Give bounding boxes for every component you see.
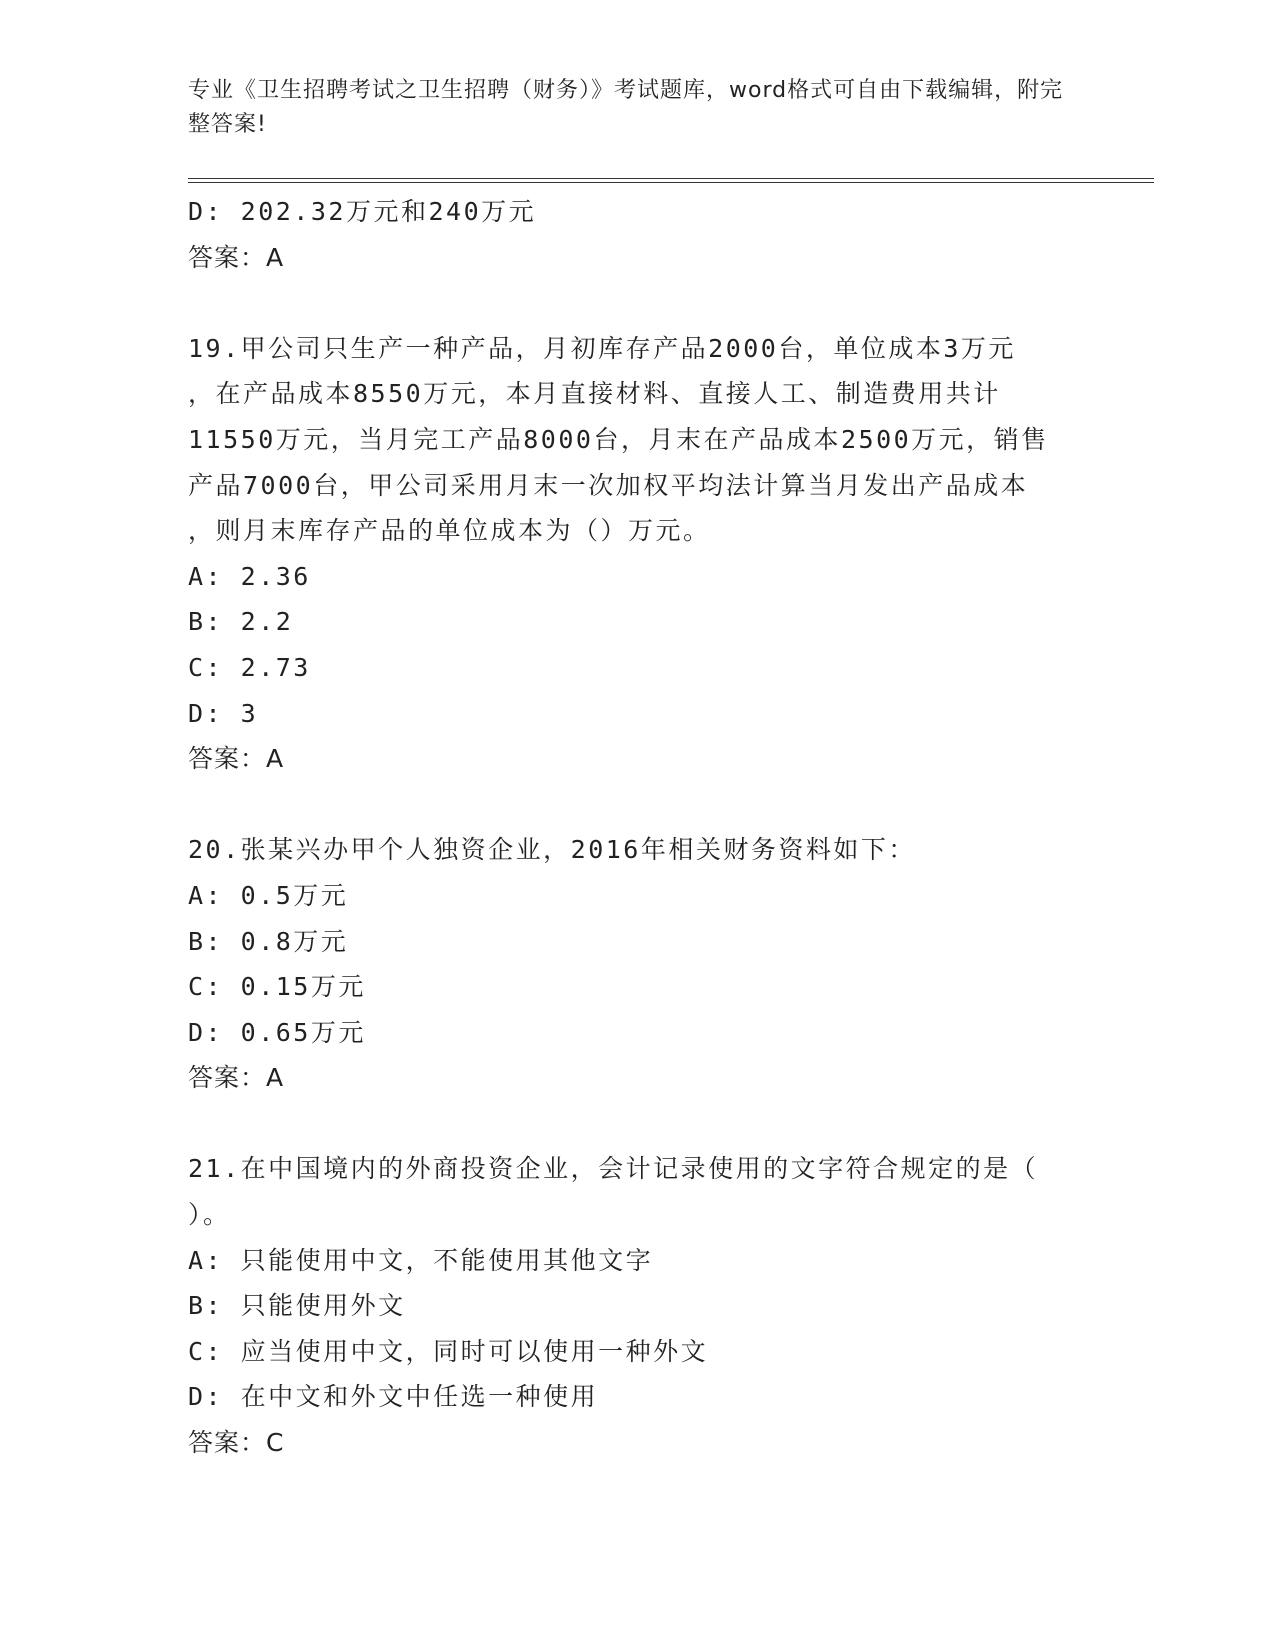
- question-20-answer: 答案：A: [188, 1063, 285, 1093]
- question-19-stem-line: 19.甲公司只生产一种产品，月初库存产品2000台，单位成本3万元: [188, 333, 1016, 363]
- question-21-option-c: C: 应当使用中文，同时可以使用一种外文: [188, 1336, 709, 1366]
- question-21-answer: 答案：C: [188, 1428, 285, 1458]
- question-19-option-d: D: 3: [188, 698, 259, 728]
- prev-question-option-d: D: 202.32万元和240万元: [188, 197, 537, 226]
- question-20-option-c: C: 0.15万元: [188, 972, 366, 1002]
- question-21: [188, 1146, 1088, 1465]
- question-20-option-a: A: 0.5万元: [188, 880, 349, 910]
- question-21-option-b: B: 只能使用外文: [188, 1291, 406, 1321]
- question-19-stem-line: ，则月末库存产品的单位成本为（）万元。: [188, 516, 711, 546]
- document-header: 专业《卫生招聘考试之卫生招聘（财务）》考试题库，word格式可自由下载编辑，附完整答案!: [188, 78, 1064, 137]
- question-19-stem-line: ，在产品成本8550万元，本月直接材料、直接人工、制造费用共计: [188, 379, 1001, 409]
- prev-question-answer: 答案：A: [188, 242, 285, 272]
- spacer: [188, 280, 1088, 326]
- question-21-stem-line: ）。: [188, 1200, 231, 1230]
- question-19-stem-line: 11550万元，当月完工产品8000台，月末在产品成本2500万元，销售: [188, 424, 1049, 454]
- question-19-stem-line: 产品7000台，甲公司采用月末一次加权平均法计算当月发出产品成本: [188, 470, 1029, 500]
- question-20-option-d: D: 0.65万元: [188, 1017, 366, 1047]
- question-19: [188, 326, 1088, 782]
- question-19-answer: 答案：A: [188, 744, 285, 774]
- question-20-option-b: B: 0.8万元: [188, 926, 349, 956]
- question-21-option-d: D: 在中文和外文中任选一种使用: [188, 1382, 599, 1412]
- header-rule-top: [188, 178, 1154, 179]
- header-rule-bottom: [188, 182, 1154, 183]
- question-20: [188, 827, 1088, 1101]
- question-19-option-b: B: 2.2: [188, 607, 294, 637]
- spacer: [188, 1101, 1088, 1147]
- question-content: [188, 189, 1088, 1466]
- question-19-option-a: A: 2.36: [188, 561, 311, 591]
- question-20-stem-line: 20.张某兴办甲个人独资企业，2016年相关财务资料如下：: [188, 835, 916, 865]
- spacer: [188, 782, 1088, 828]
- question-21-stem-line: 21.在中国境内的外商投资企业，会计记录使用的文字符合规定的是（: [188, 1154, 1039, 1184]
- question-19-option-c: C: 2.73: [188, 652, 311, 682]
- question-21-option-a: A: 只能使用中文，不能使用其他文字: [188, 1245, 654, 1275]
